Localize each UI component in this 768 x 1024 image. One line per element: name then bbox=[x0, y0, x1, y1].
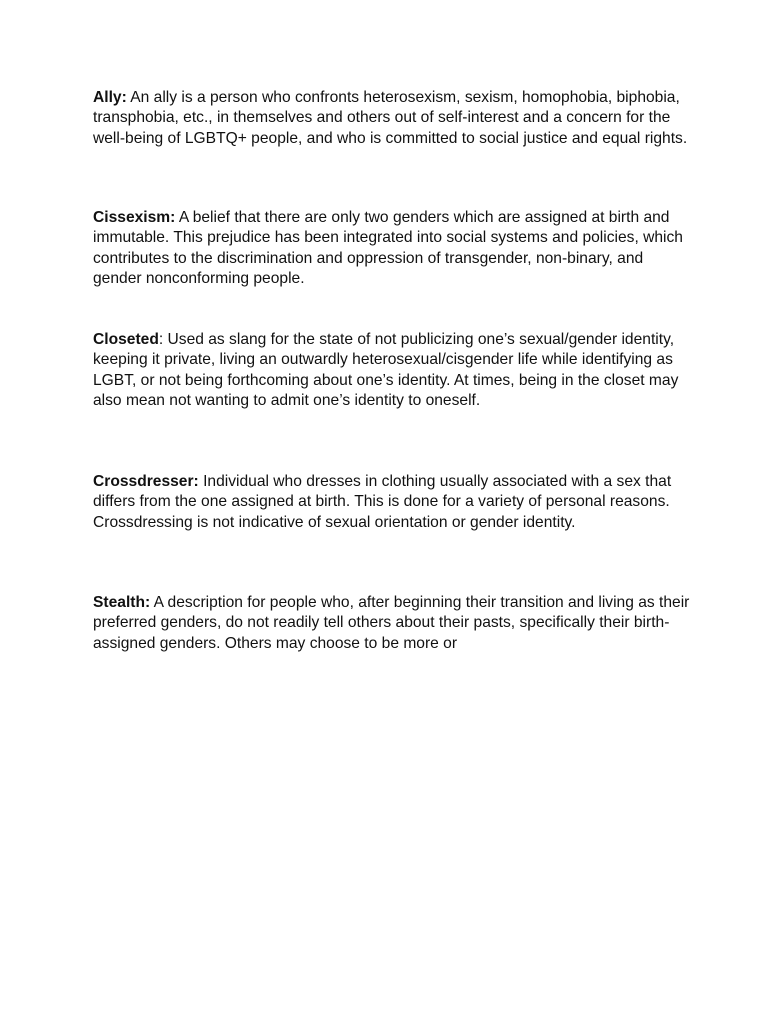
entry-definition: A belief that there are only two genders which are assigned at birth and immutable. This prejudice has been integrated into social systems and policies, which contributes to the discrimination and oppression of transgender, non-binary, and gender nonconforming people. bbox=[93, 209, 683, 288]
entry-term: Crossdresser: bbox=[93, 473, 199, 490]
glossary-entry-crossdresser bbox=[93, 472, 693, 533]
glossary-entry-cissexism bbox=[93, 208, 693, 290]
entry-term: Stealth: bbox=[93, 594, 151, 611]
glossary-entry-closeted bbox=[93, 330, 693, 412]
entry-definition: A description for people who, after beginning their transition and living as their preferred genders, do not readily tell others about their pasts, specifically their birth-assigned genders. Others may choose to be more or bbox=[93, 594, 690, 652]
entry-definition: An ally is a person who confronts heterosexism, sexism, homophobia, biphobia, transphobia, etc., in themselves and others out of self-interest and a concern for the well-being of LGBTQ+ people, and who is committed to social justice and equal rights. bbox=[93, 89, 688, 147]
entry-definition: Individual who dresses in clothing usually associated with a sex that differs from the one assigned at birth. This is done for a variety of personal reasons. Crossdressing is not indicative of sexual orientation or gender identity. bbox=[93, 473, 672, 531]
glossary-entry-ally bbox=[93, 88, 693, 149]
entry-definition: : Used as slang for the state of not publicizing one’s sexual/gender identity, keeping it private, living an outwardly heterosexual/cisgender life while identifying as LGBT, or not being forthcoming about one’s identity. At times, being in the closet may also mean not wanting to admit one’s identity to oneself. bbox=[93, 331, 679, 410]
entry-term: Cissexism: bbox=[93, 209, 176, 226]
entry-term: Ally: bbox=[93, 89, 127, 106]
glossary-entry-stealth bbox=[93, 593, 693, 654]
entry-term: Closeted bbox=[93, 331, 159, 348]
